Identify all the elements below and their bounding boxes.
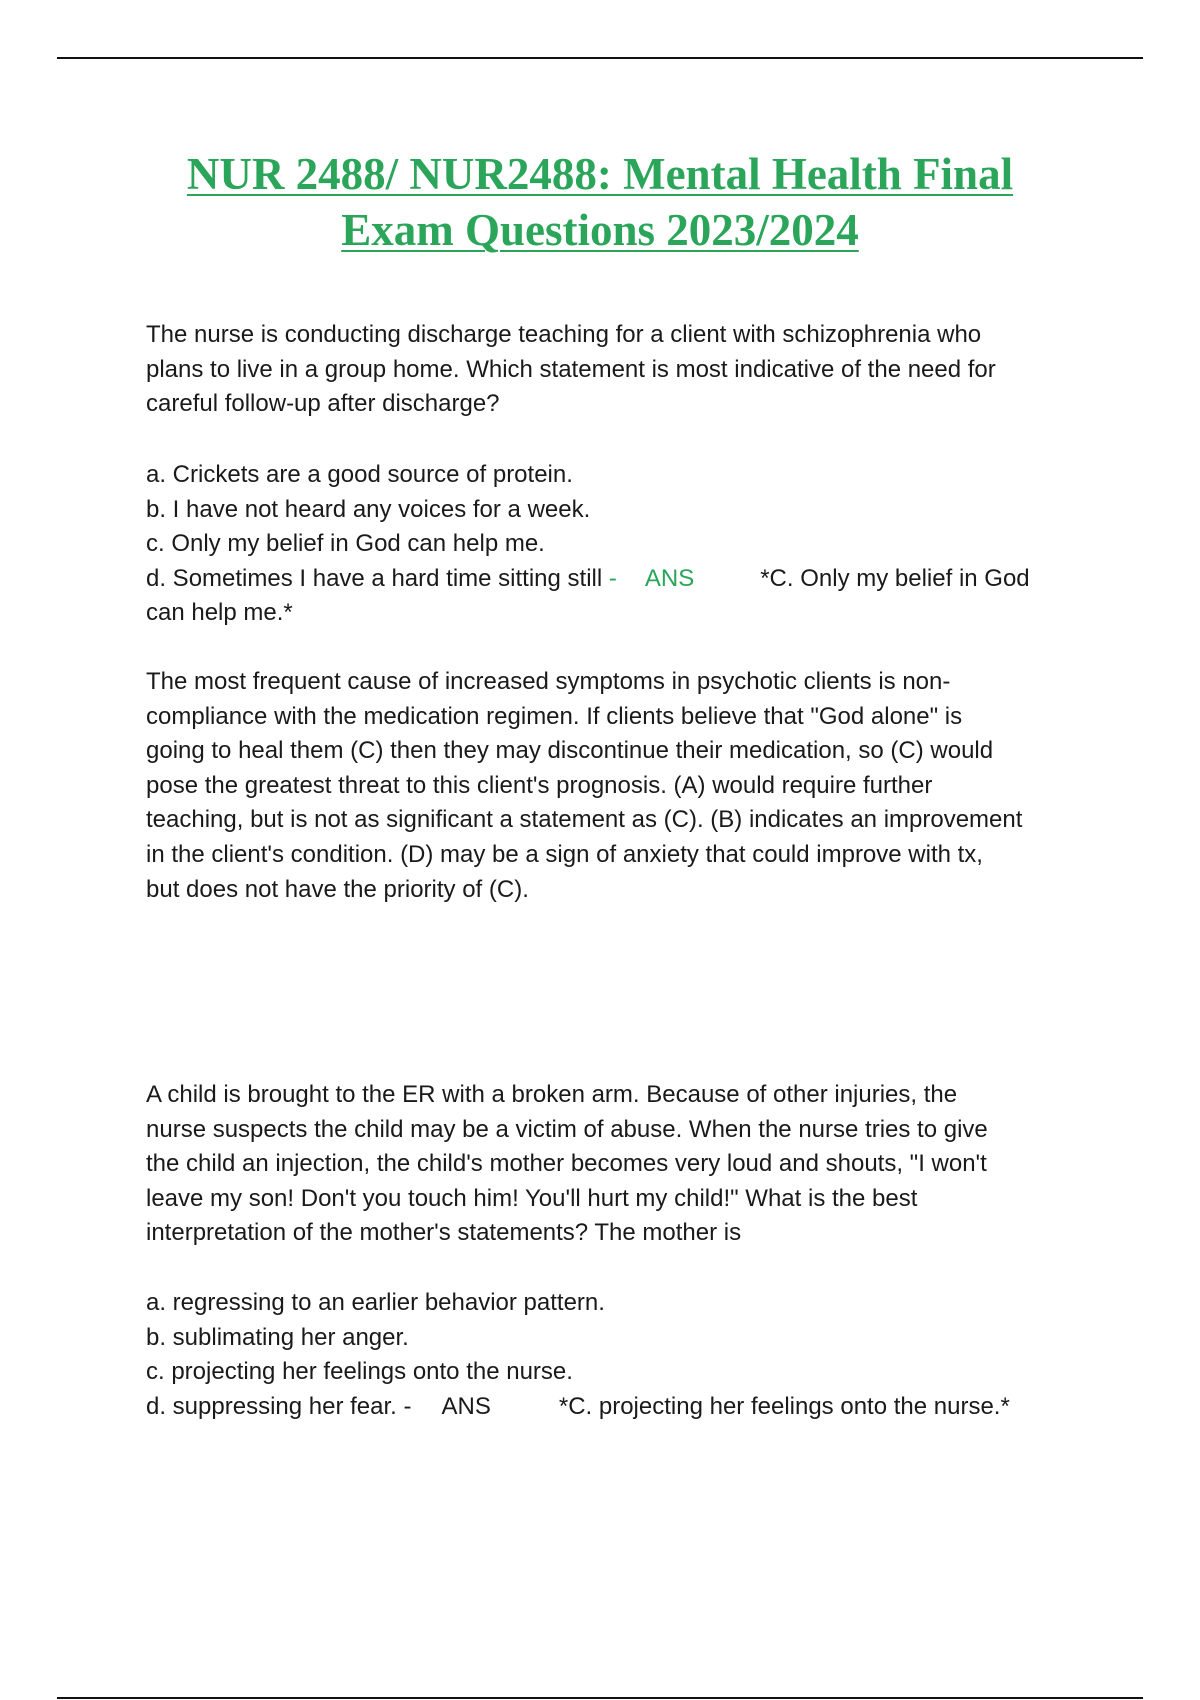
question-2-stem bbox=[146, 1078, 1096, 1251]
rationale-line: compliance with the medication regimen. If clients believe that "God alone" is bbox=[146, 702, 963, 730]
option-d-with-answer bbox=[146, 1390, 1096, 1425]
stem-line: the child an injection, the child's mother becomes very loud and shouts, "I won't bbox=[146, 1150, 987, 1178]
document-title bbox=[120, 146, 1080, 258]
option-d: d. suppressing her fear. bbox=[146, 1392, 397, 1420]
answer-text: *C. Only my belief in God bbox=[760, 564, 1030, 592]
option-a: a. Crickets are a good source of protein. bbox=[146, 461, 573, 488]
rationale-line: but does not have the priority of (C). bbox=[146, 875, 529, 903]
option-a: a. regressing to an earlier behavior pattern. bbox=[146, 1289, 605, 1316]
title-line-2: Exam Questions 2023/2024 bbox=[341, 205, 859, 255]
stem-line: careful follow-up after discharge? bbox=[146, 390, 500, 418]
rationale-line: The most frequent cause of increased symptoms in psychotic clients is non- bbox=[146, 668, 951, 695]
answer-separator: - bbox=[608, 564, 617, 592]
rationale-line: going to heal them (C) then they may discontinue their medication, so (C) would bbox=[146, 737, 994, 765]
rationale-line: pose the greatest threat to this client's prognosis. (A) would require further bbox=[146, 771, 933, 799]
question-1-options bbox=[146, 458, 1096, 631]
answer-label: ANS bbox=[644, 564, 695, 592]
question-2-options bbox=[146, 1286, 1096, 1424]
answer-text-continued: can help me.* bbox=[146, 599, 293, 627]
option-c: c. projecting her feelings onto the nurse. bbox=[146, 1358, 573, 1386]
option-c: c. Only my belief in God can help me. bbox=[146, 530, 545, 558]
option-d-with-answer bbox=[146, 562, 1096, 597]
answer-separator: - bbox=[403, 1392, 412, 1420]
rationale-line: teaching, but is not as significant a statement as (C). (B) indicates an improvement bbox=[146, 806, 1023, 834]
bottom-rule bbox=[57, 1697, 1143, 1699]
answer-text: *C. projecting her feelings onto the nurse.* bbox=[558, 1392, 1010, 1420]
stem-line: plans to live in a group home. Which statement is most indicative of the need for bbox=[146, 355, 996, 383]
option-d: d. Sometimes I have a hard time sitting still bbox=[146, 564, 603, 592]
option-b: b. I have not heard any voices for a week. bbox=[146, 495, 591, 523]
answer-label: ANS bbox=[441, 1392, 491, 1420]
title-line-1: NUR 2488/ NUR2488: Mental Health Final bbox=[186, 149, 1014, 199]
question-1-stem bbox=[146, 318, 1096, 422]
stem-line: The nurse is conducting discharge teaching for a client with schizophrenia who bbox=[146, 321, 982, 348]
rationale-line: in the client's condition. (D) may be a sign of anxiety that could improve with tx, bbox=[146, 840, 983, 868]
option-b: b. sublimating her anger. bbox=[146, 1323, 409, 1351]
stem-line: leave my son! Don't you touch him! You'll hurt my child!" What is the best bbox=[146, 1184, 918, 1212]
stem-line: A child is brought to the ER with a broken arm. Because of other injuries, the bbox=[146, 1081, 958, 1108]
top-rule bbox=[57, 57, 1143, 59]
question-1-rationale bbox=[146, 665, 1096, 907]
stem-line: nurse suspects the child may be a victim of abuse. When the nurse tries to give bbox=[146, 1115, 988, 1143]
stem-line: interpretation of the mother's statements? The mother is bbox=[146, 1219, 742, 1247]
